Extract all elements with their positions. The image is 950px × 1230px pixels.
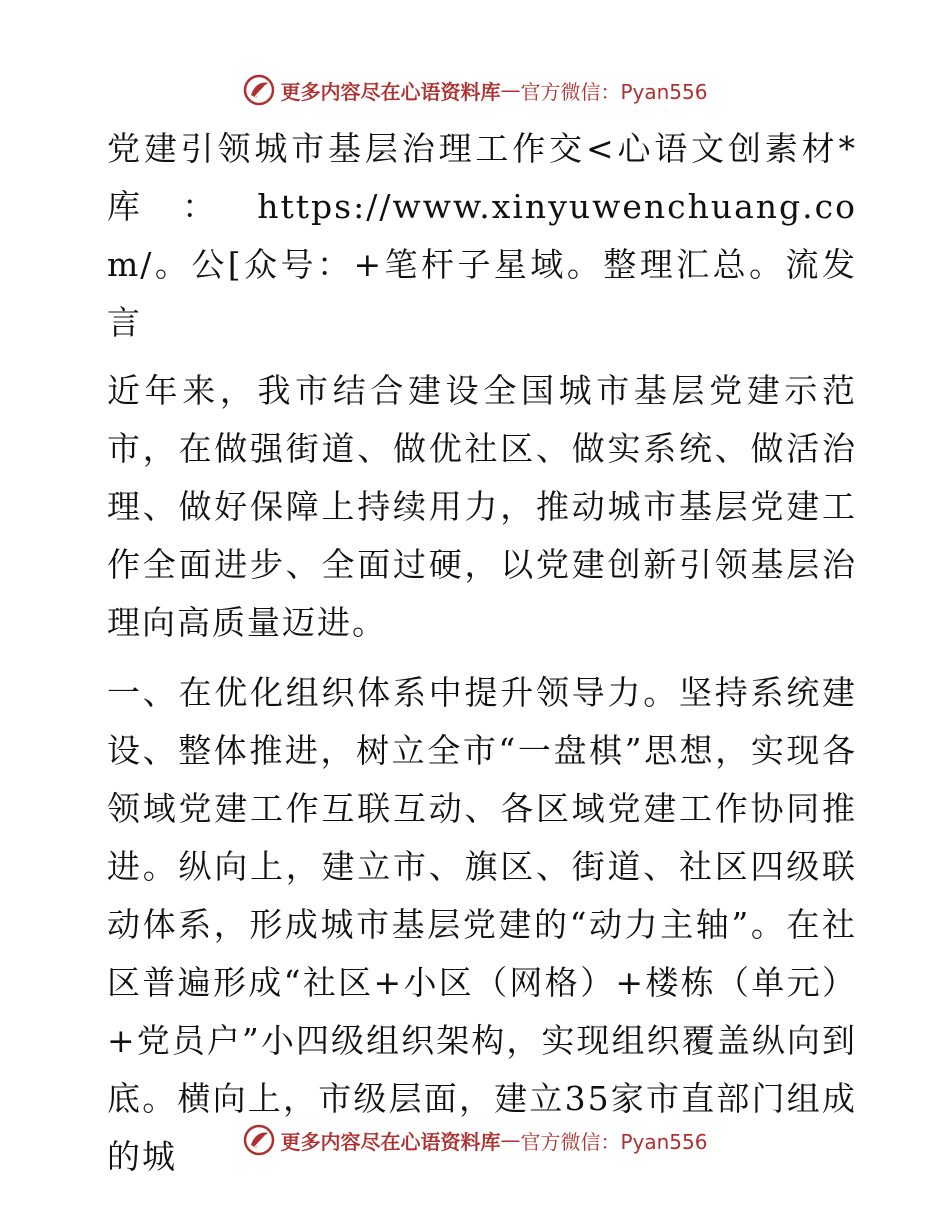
watermark-separator: —	[500, 78, 521, 102]
document-body	[97, 120, 857, 1198]
brand-logo-icon	[242, 1123, 276, 1157]
watermark-wechat: 官方微信：Pyan556	[520, 1129, 708, 1154]
footer-watermark	[0, 1120, 950, 1160]
watermark-separator: —	[500, 1128, 521, 1152]
watermark-text: 更多内容尽在心语资料库	[280, 79, 501, 104]
brand-logo-icon	[242, 73, 276, 107]
watermark-text: 更多内容尽在心语资料库	[280, 1129, 501, 1154]
paragraph: 近年来，我市结合建设全国城市基层党建示范市，在做强街道、做优社区、做实系统、做活治理、做好保障上持续用力，推动城市基层党建工作全面进步、全面过硬，以党建创新引领基层治理向高质量迈进。	[107, 371, 857, 642]
watermark-wechat: 官方微信：Pyan556	[520, 79, 708, 104]
paragraph: 一、在优化组织体系中提升领导力。坚持系统建设、整体推进，树立全市“一盘棋”思想，实现各领域党建工作互联互动、各区域党建工作协同推进。纵向上，建立市、旗区、街道、社区四级联动体系，形成城市基层党建的“动力主轴”。在社区普遍形成“社区+小区（网格）+楼栋（单元）+党员户”小四级组织架构，实现组织覆盖纵向到底。横向上，市级层面，建立35家市直部门组成的城	[107, 673, 857, 1176]
document-title: 党建引领城市基层治理工作交<心语文创素材*库：https://www.xinyuwenchuang.com/。公[众号：+笔杆子星域。整理汇总。流发言	[107, 129, 857, 342]
header-watermark	[0, 70, 950, 110]
